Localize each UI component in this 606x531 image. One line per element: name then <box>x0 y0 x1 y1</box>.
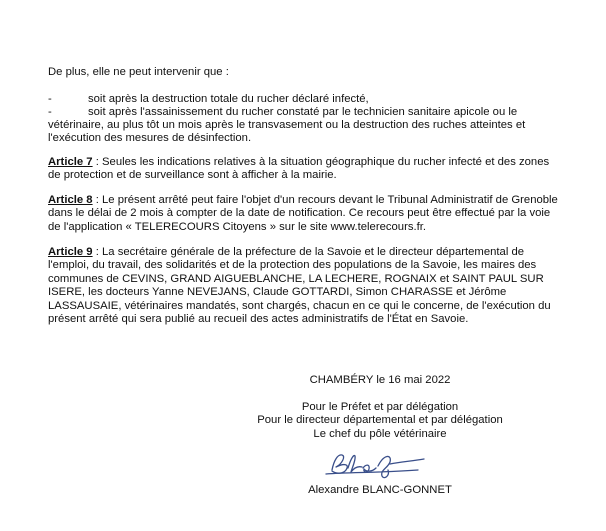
article-8-line: dans le délai de 2 mois à compter de la date de notification. Ce recours peut être effectué par la voie <box>48 207 551 220</box>
condition-continuation-line: l'exécution des mesures de désinfection. <box>48 132 252 145</box>
article-8-line: de l'application « TELERECOURS Citoyens » sur le site www.telerecours.fr. <box>48 220 427 233</box>
condition-text-1: soit après la destruction totale du rucher déclaré infecté, <box>88 93 369 105</box>
intro-text: De plus, elle ne peut intervenir que : <box>48 66 229 78</box>
condition-continuation-line: vétérinaire, au plus tôt un mois après le transvasement ou la destruction des ruches atteintes et <box>48 119 526 131</box>
article-separator: : <box>92 156 103 168</box>
article-9-line: LASSAUSAIE, vétérinaires mandatés, sont chargés, chacun en ce qui le concerne, de l'exécution du <box>48 299 551 312</box>
article-7-label: Article 7 <box>48 156 93 168</box>
condition-item-1 <box>48 93 369 106</box>
delegation-line: Pour le Préfet et par délégation <box>301 401 459 413</box>
article-9-line: présent arrêté qui sera publié au recueil des actes administratifs de l'État en Savoie. <box>48 313 469 326</box>
place-date: CHAMBÉRY le 16 mai 2022 <box>309 374 451 386</box>
article-9-label: Article 9 <box>48 246 93 258</box>
condition-text-2: soit après l'assainissement du rucher constaté par le technicien sanitaire apicole ou le <box>88 106 518 118</box>
delegation-line: Pour le directeur départemental et par délégation <box>257 414 503 427</box>
article-9-line: ISERE, les docteurs Yanne NEVEJANS, Claude GOTTARDI, Simon CHARASSE et Jérôme <box>48 286 507 299</box>
dash-marker: - <box>48 106 52 118</box>
dash-marker: - <box>48 93 52 105</box>
article-9-line: l'emploi, du travail, des solidarités et de la protection des populations de la Savoie, les maires des <box>48 259 537 272</box>
condition-item-2 <box>48 106 517 119</box>
condition-continuation <box>48 119 563 146</box>
article-9 <box>48 246 563 326</box>
article-8 <box>48 194 563 234</box>
delegation-block <box>240 401 520 441</box>
article-8-label: Article 8 <box>48 194 93 206</box>
article-separator: : <box>92 194 103 206</box>
handwritten-signature <box>318 446 438 482</box>
signatory-name: Alexandre BLANC-GONNET <box>308 484 452 496</box>
article-9-line: La secrétaire générale de la préfecture de la Savoie et le directeur départemental de <box>102 246 525 258</box>
article-7-line: Seules les indications relatives à la situation géographique du rucher infecté et des zones <box>102 156 550 168</box>
article-7-line: de protection et de surveillance sont à afficher à la mairie. <box>48 169 337 182</box>
article-separator: : <box>92 246 103 258</box>
article-9-line: communes de CEVINS, GRAND AIGUEBLANCHE, LA LECHERE, ROGNAIX et SAINT PAUL SUR <box>48 272 544 285</box>
delegation-line: Le chef du pôle vétérinaire <box>313 427 447 440</box>
article-7 <box>48 156 563 183</box>
article-8-line: Le présent arrêté peut faire l'objet d'un recours devant le Tribunal Administratif de Grenoble <box>102 194 558 206</box>
